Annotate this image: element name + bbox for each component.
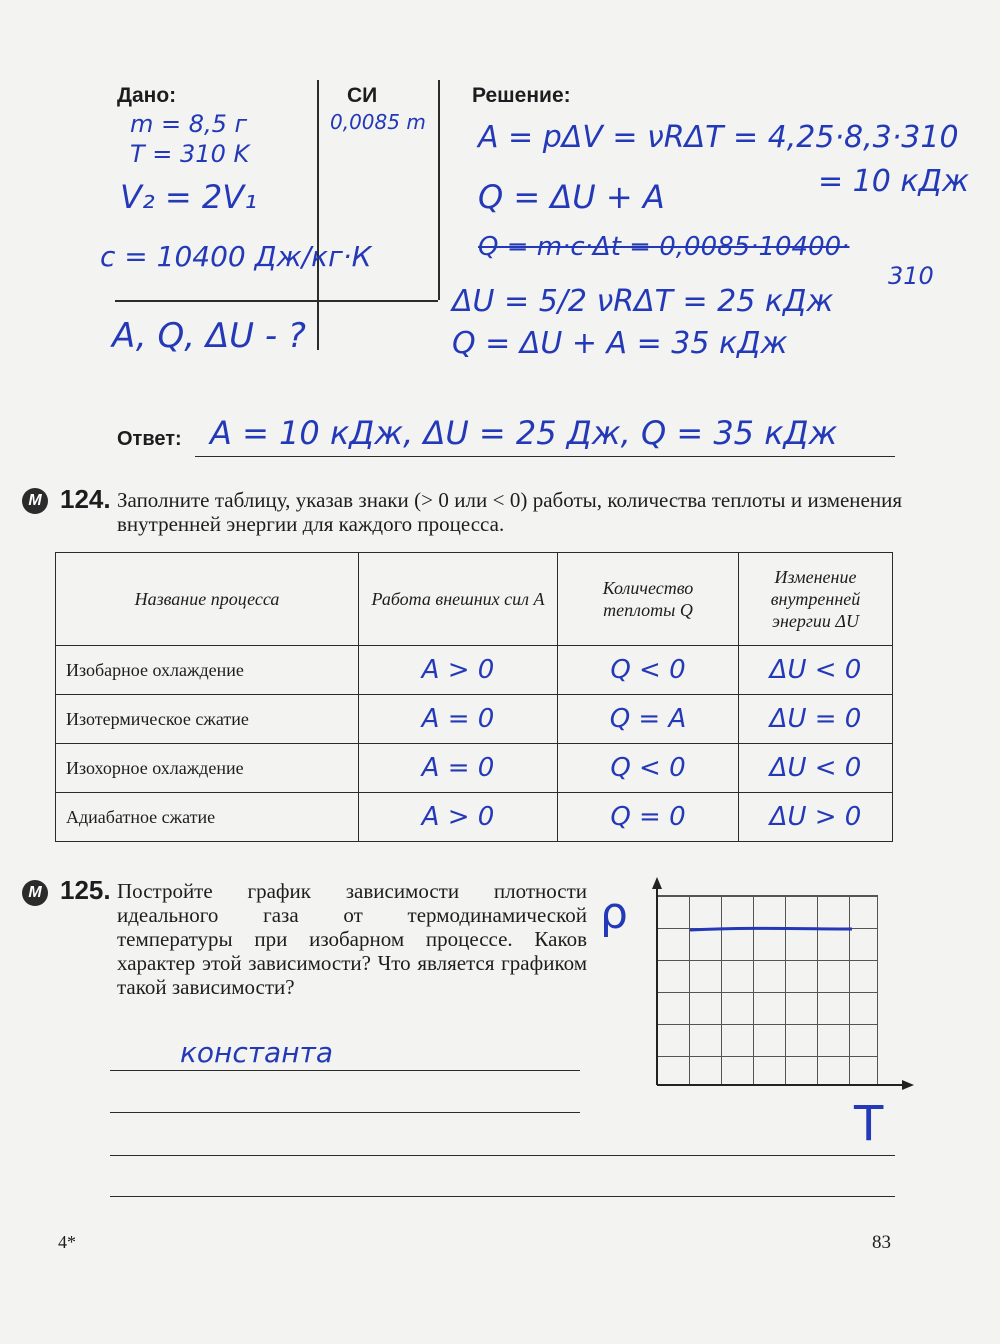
answer-line-4	[110, 1196, 895, 1197]
given-mass: m = 8,5 г	[130, 110, 248, 138]
given-volume: V₂ = 2V₁	[120, 178, 257, 216]
find-quantities: A, Q, ΔU - ?	[112, 316, 306, 356]
solution-line-1: A = pΔV = νRΔT = 4,25·8,3·310	[478, 120, 959, 155]
table-header-row	[56, 553, 893, 646]
si-value: 0,0085 m	[330, 110, 426, 134]
table-row	[56, 646, 893, 695]
answer-label: Ответ:	[117, 428, 182, 450]
energy-sign[interactable]: ΔU = 0	[739, 695, 893, 744]
energy-sign[interactable]: ΔU > 0	[739, 793, 893, 842]
solution-line-6: ΔU = 5/2 νRΔT = 25 кДж	[452, 284, 834, 319]
given-temperature: T = 310 K	[130, 140, 250, 168]
heat-sign[interactable]: Q = 0	[558, 793, 739, 842]
solution-line-3: Q = ΔU + A	[478, 178, 665, 216]
energy-sign[interactable]: ΔU < 0	[739, 744, 893, 793]
answer-line-3	[110, 1155, 895, 1156]
answer-line-1	[110, 1070, 580, 1071]
task-124-text: Заполните таблицу, указав знаки (> 0 или < 0) работы, количества теплоты и изменения внутренней энергии для каждого процесса.	[117, 488, 902, 536]
graph-axes	[640, 875, 920, 1100]
solution-line-2: = 10 кДж	[818, 164, 969, 199]
work-sign[interactable]: A = 0	[359, 695, 558, 744]
graph-x-label: T	[854, 1096, 884, 1152]
given-label: Дано:	[117, 84, 177, 107]
work-sign[interactable]: A > 0	[359, 646, 558, 695]
work-sign[interactable]: A = 0	[359, 744, 558, 793]
energy-sign[interactable]: ΔU < 0	[739, 646, 893, 695]
page-number: 83	[872, 1232, 891, 1253]
header-internal-energy: Изменение внутренней энергии ΔU	[739, 553, 893, 646]
footer-left: 4*	[58, 1232, 76, 1252]
answer-value: A = 10 кДж, ΔU = 25 Дж, Q = 35 кДж	[210, 414, 838, 452]
answer-line	[195, 456, 895, 457]
process-name: Адиабатное сжатие	[56, 793, 359, 842]
process-name: Изотермическое сжатие	[56, 695, 359, 744]
solution-label: Решение:	[472, 84, 571, 107]
solution-line-7: Q = ΔU + A = 35 кДж	[452, 326, 788, 361]
graph-y-label: ρ	[600, 888, 628, 939]
heat-sign[interactable]: Q = A	[558, 695, 739, 744]
table-row	[56, 695, 893, 744]
work-sign[interactable]: A > 0	[359, 793, 558, 842]
process-name: Изобарное охлаждение	[56, 646, 359, 695]
task-125-answer: константа	[180, 1036, 333, 1069]
table-row	[56, 744, 893, 793]
table-row	[56, 793, 893, 842]
header-process: Название процесса	[56, 553, 359, 646]
solution-line-5: 310	[888, 262, 934, 290]
given-si-divider	[317, 80, 319, 350]
task-124-number: 124.	[60, 484, 111, 514]
si-solution-divider	[438, 80, 440, 300]
given-heat-capacity: c = 10400 Дж/кг·К	[100, 240, 372, 273]
heat-sign[interactable]: Q < 0	[558, 744, 739, 793]
answer-line-2	[110, 1112, 580, 1113]
task-125-number: 125.	[60, 875, 111, 905]
method-badge-124: М	[22, 488, 48, 514]
task-124-table	[55, 552, 893, 842]
header-heat: Количество теплоты Q	[558, 553, 739, 646]
heat-sign[interactable]: Q < 0	[558, 646, 739, 695]
si-label: СИ	[347, 84, 378, 107]
header-work: Работа внешних сил A	[359, 553, 558, 646]
given-find-divider	[115, 300, 438, 302]
solution-line-4-crossed: Q = m·c·Δt = 0,0085·10400·	[478, 232, 850, 262]
task-125-text: Постройте график зависимости плотности идеального газа от термодинамической температуры при изобарном процессе. Каков характер этой зависимости? Что является графиком такой зависимости?	[117, 879, 587, 999]
process-name: Изохорное охлаждение	[56, 744, 359, 793]
method-badge-125: М	[22, 880, 48, 906]
